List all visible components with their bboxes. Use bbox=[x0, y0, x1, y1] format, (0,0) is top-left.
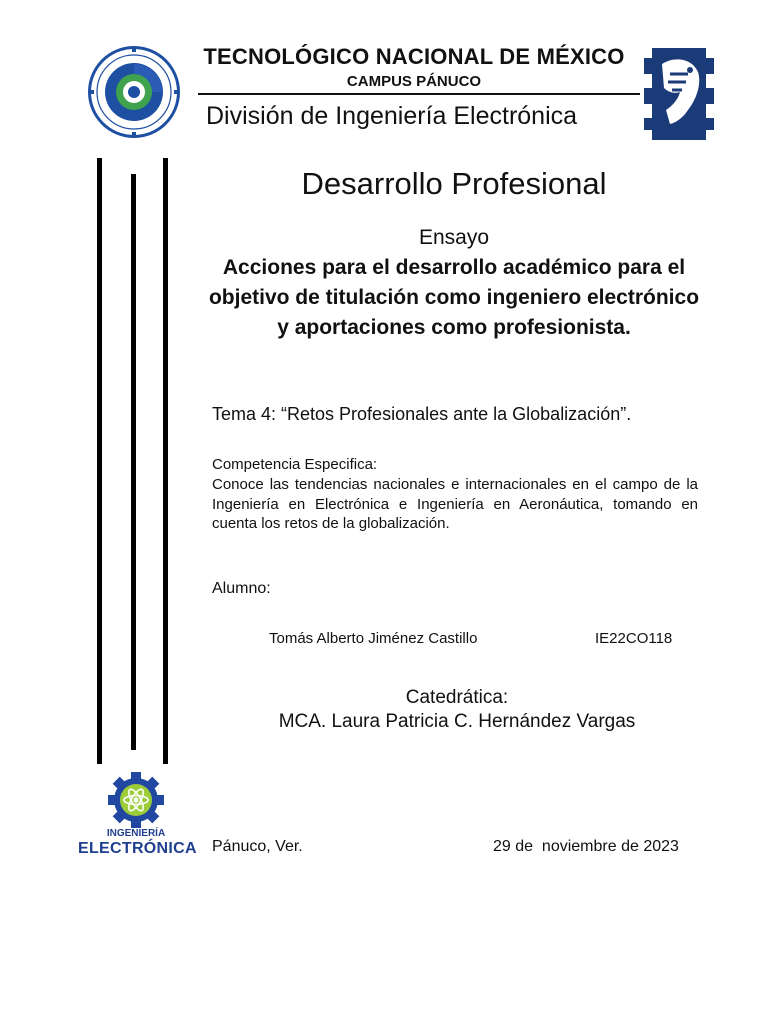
institute-seal-logo bbox=[86, 44, 182, 140]
dept-logo-label-top: INGENIERÍA bbox=[106, 828, 166, 839]
essay-title: Acciones para el desarrollo académico para el objetivo de titulación como ingeniero electrónico y aportaciones como profesionista. bbox=[208, 256, 700, 339]
competence-label: Competencia Especifica: bbox=[212, 456, 378, 473]
professor-label: Catedrática: bbox=[405, 687, 509, 708]
decorative-vertical-bar bbox=[163, 158, 168, 764]
competence-text: Conoce las tendencias nacionales e internacionales en el campo de la Ingeniería en Electrónica e Ingeniería en Aeronáutica, tomando en cuenta los retos de la globalización. bbox=[212, 476, 698, 532]
subject-title: Desarrollo Profesional bbox=[301, 166, 607, 201]
decorative-vertical-bar bbox=[131, 174, 136, 750]
student-id: IE22CO118 bbox=[595, 630, 673, 647]
decorative-vertical-bar bbox=[97, 158, 102, 764]
division-name: División de Ingeniería Electrónica bbox=[206, 102, 578, 130]
tecnm-emblem-logo bbox=[644, 44, 714, 140]
date-text: 29 de noviembre de 2023 bbox=[493, 838, 679, 855]
header-rule bbox=[198, 93, 640, 95]
dept-logo-label-bottom: ELECTRÓNICA bbox=[78, 840, 197, 857]
student-label: Alumno: bbox=[212, 580, 271, 597]
topic-line: Tema 4: “Retos Profesionales ante la Globalización”. bbox=[212, 404, 632, 424]
campus-name: CAMPUS PÁNUCO bbox=[346, 73, 482, 90]
institution-name: TECNOLÓGICO NACIONAL DE MÉXICO bbox=[203, 44, 625, 69]
place-text: Pánuco, Ver. bbox=[212, 838, 303, 855]
student-name: Tomás Alberto Jiménez Castillo bbox=[269, 630, 478, 647]
document-type-label: Ensayo bbox=[418, 226, 490, 249]
professor-name: MCA. Laura Patricia C. Hernández Vargas bbox=[278, 711, 636, 732]
